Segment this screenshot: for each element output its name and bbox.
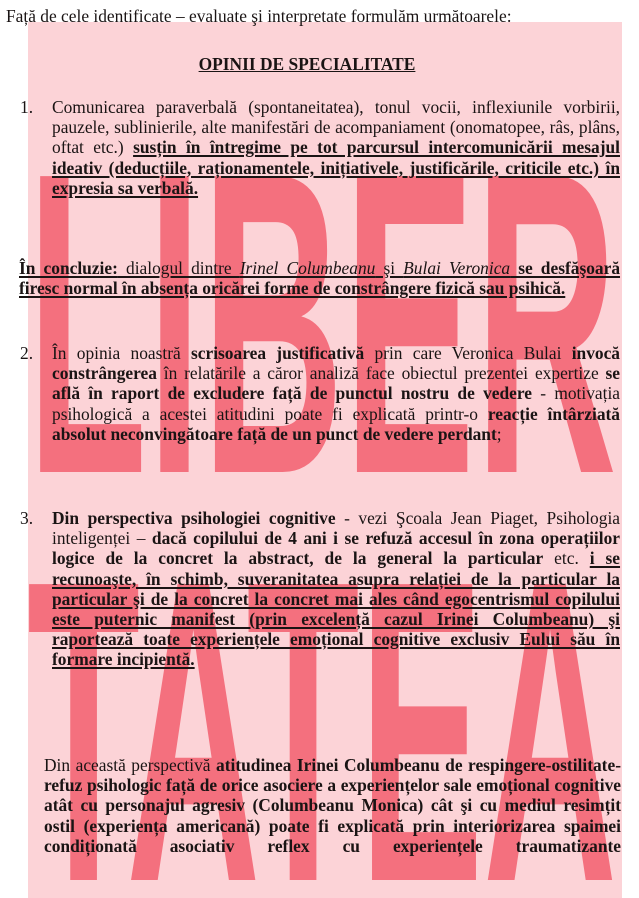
item-plain-text: prin care Veronica Bulai [364, 343, 572, 363]
item-plain-text: - motivația psihologică a acestei atitudini poate fi explicată printr-o [52, 383, 620, 424]
item-bold-text: reacție întârziată absolut neconvingătoare față de un punct de vedere perdant [52, 403, 621, 444]
item-text [52, 343, 620, 444]
item-bold-text: Din perspectiva psihologiei cognitive [52, 508, 336, 528]
conclusion-text: şi [375, 258, 404, 278]
item-plain-text: în relatările a căror analiză face obiectul prezentei expertize [156, 363, 606, 384]
item-plain-text: Comunicarea paraverbală (spontaneitatea), tonul vocii, inflexiunile vorbirii, pauzele, sublinierile, alte manifestări de acompaniament (onomatopee, râs, plâns, oftat etc.) [52, 97, 620, 158]
item-text [52, 97, 620, 198]
intro-line: Față de cele identificate – evaluate şi interpretate formulăm următoarele: [6, 6, 512, 26]
conclusion-emphasis: se desfăşoară firesc normal în absența oricărei forme de constrângere fizică sau psihică. [19, 258, 621, 299]
watermark-line-1: LIBER [27, 84, 617, 564]
item-bold-text: invocă constrângerea [52, 343, 620, 384]
item-bold-text: dacă copilului de 4 ani i se refuză accesul în zona operațiilor logice de la concret la abstract, de la general la particular [52, 528, 621, 569]
conclusion-text: dialogul dintre [117, 258, 240, 278]
final-paragraph [44, 755, 621, 856]
watermark-line-2: TATEA [27, 492, 617, 898]
section-title: OPINII DE SPECIALITATE [198, 54, 416, 74]
item-emphasis-text: i se recunoaşte, în schimb, suveranitatea asupra relației de la particular la particular şi de la concret la concret mai ales când egocentrismul copilului este puternic manifest (prin excelență cazul Irinei Columbeanu) şi raportează toate experiențele emoțional cognitive exclusiv Eului său în formare incipientă. [52, 548, 621, 670]
item-plain-text: etc. [543, 548, 590, 569]
item-number: 1. [20, 97, 34, 117]
conclusion-name-2: Bulai Veronica [403, 258, 511, 278]
item-emphasis-text: susțin în întregime pe tot parcursul intercomunicării mesajul ideativ (deducțiile, raționamentele, inițiativele, justificările, criticile etc.) în expresia sa verbală. [52, 137, 620, 198]
conclusion-label: În concluzie: [19, 258, 118, 278]
conclusion-paragraph [19, 258, 620, 298]
conclusion-name-1: Irinel Columbeanu [239, 258, 376, 278]
item-number: 2. [20, 343, 34, 363]
item-plain-text: În opinia noastră [52, 343, 191, 363]
item-text [52, 508, 620, 670]
item-plain-text: ; [496, 423, 502, 444]
paragraph-bold-text: atitudinea Irinei Columbeanu de respingere-ostilitate-refuz psihologic față de orice asociere a experiențelor sale emoțional cognitive atât cu personajul agresiv (Columbeanu Monica) cât şi cu mediul resimțit ostil (experiența americană) poate fi explicată prin interiorizarea spaimei condiționată asociativ reflex cu experiențele traumatizante [44, 755, 621, 856]
item-number: 3. [20, 508, 34, 528]
paragraph-plain-text: Din această perspectivă [44, 755, 217, 775]
item-bold-text: scrisoarea justificativă [191, 343, 365, 363]
item-plain-text: - vezi Şcoala Jean Piaget, Psihologia inteligenței – [52, 508, 620, 549]
item-bold-text: se află în raport de excludere față de punctul nostru de vedere [52, 363, 620, 404]
